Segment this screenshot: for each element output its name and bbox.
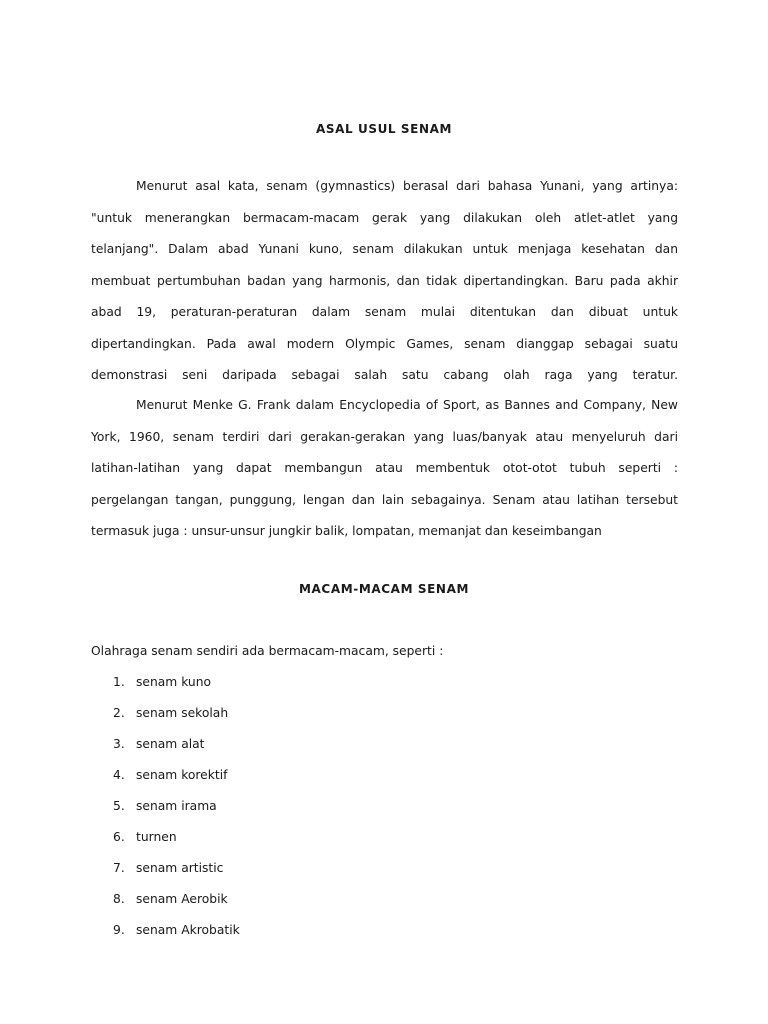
- list-item-text: senam korektif: [136, 768, 228, 782]
- paragraph-line: demonstrasi seni daripada sebagai salah satu cabang olah raga yang teratur.: [91, 368, 678, 382]
- list-item: [91, 829, 491, 860]
- list-item-number: 6.: [113, 830, 125, 844]
- list-intro: Olahraga senam sendiri ada bermacam-macam, seperti :: [91, 644, 444, 658]
- paragraph-line: membuat pertumbuhan badan yang harmonis, dan tidak dipertandingkan. Baru pada akhir: [91, 273, 678, 288]
- list-item: [91, 674, 491, 705]
- list-item-number: 8.: [113, 892, 125, 906]
- list-item-text: senam Aerobik: [136, 892, 228, 906]
- paragraph-line: Menurut Menke G. Frank dalam Encyclopedia of Sport, as Bannes and Company, New: [136, 398, 678, 412]
- list-item-number: 9.: [113, 923, 125, 937]
- list-item-text: senam sekolah: [136, 706, 229, 720]
- list-item-number: 3.: [113, 737, 125, 751]
- list-item: [91, 705, 491, 736]
- list-item: [91, 736, 491, 767]
- list-item: [91, 767, 491, 798]
- paragraph-line: telanjang". Dalam abad Yunani kuno, senam dilakukan untuk menjaga kesehatan dan: [91, 242, 678, 256]
- paragraph-line: York, 1960, senam terdiri dari gerakan-gerakan yang luas/banyak atau menyeluruh dari: [91, 429, 678, 444]
- list-item-text: senam irama: [136, 799, 217, 813]
- list-item: [91, 891, 491, 922]
- list-item: [91, 798, 491, 829]
- list-item-number: 1.: [113, 675, 125, 689]
- gymnastics-type-list: [91, 674, 491, 953]
- paragraph-definition: [91, 397, 678, 555]
- list-item-number: 7.: [113, 861, 125, 875]
- paragraph-line: dipertandingkan. Pada awal modern Olympic Games, senam dianggap sebagai suatu: [91, 336, 678, 351]
- paragraph-line: abad 19, peraturan-peraturan dalam senam mulai ditentukan dan dibuat untuk: [91, 305, 678, 319]
- list-item-text: senam Akrobatik: [136, 923, 240, 937]
- list-item-text: turnen: [136, 830, 177, 844]
- paragraph-line: termasuk juga : unsur-unsur jungkir balik, lompatan, memanjat dan keseimbangan: [91, 524, 602, 538]
- paragraph-line: latihan-latihan yang dapat membangun atau membentuk otot-otot tubuh seperti :: [91, 461, 678, 475]
- paragraph-line: "untuk menerangkan bermacam-macam gerak yang dilakukan oleh atlet-atlet yang: [91, 210, 678, 225]
- list-item: [91, 860, 491, 891]
- paragraph-line: Menurut asal kata, senam (gymnastics) berasal dari bahasa Yunani, yang artinya:: [136, 179, 678, 193]
- list-item-text: senam alat: [136, 737, 205, 751]
- paragraph-origin: [91, 178, 678, 399]
- section-title: MACAM-MACAM SENAM: [299, 582, 469, 596]
- page-title: ASAL USUL SENAM: [315, 122, 453, 136]
- list-item-number: 5.: [113, 799, 125, 813]
- list-item-text: senam artistic: [136, 861, 224, 875]
- paragraph-line: pergelangan tangan, punggung, lengan dan lain sebagainya. Senam atau latihan tersebut: [91, 492, 678, 507]
- list-item-text: senam kuno: [136, 675, 212, 689]
- list-item: [91, 922, 491, 953]
- list-item-number: 4.: [113, 768, 125, 782]
- list-item-number: 2.: [113, 706, 125, 720]
